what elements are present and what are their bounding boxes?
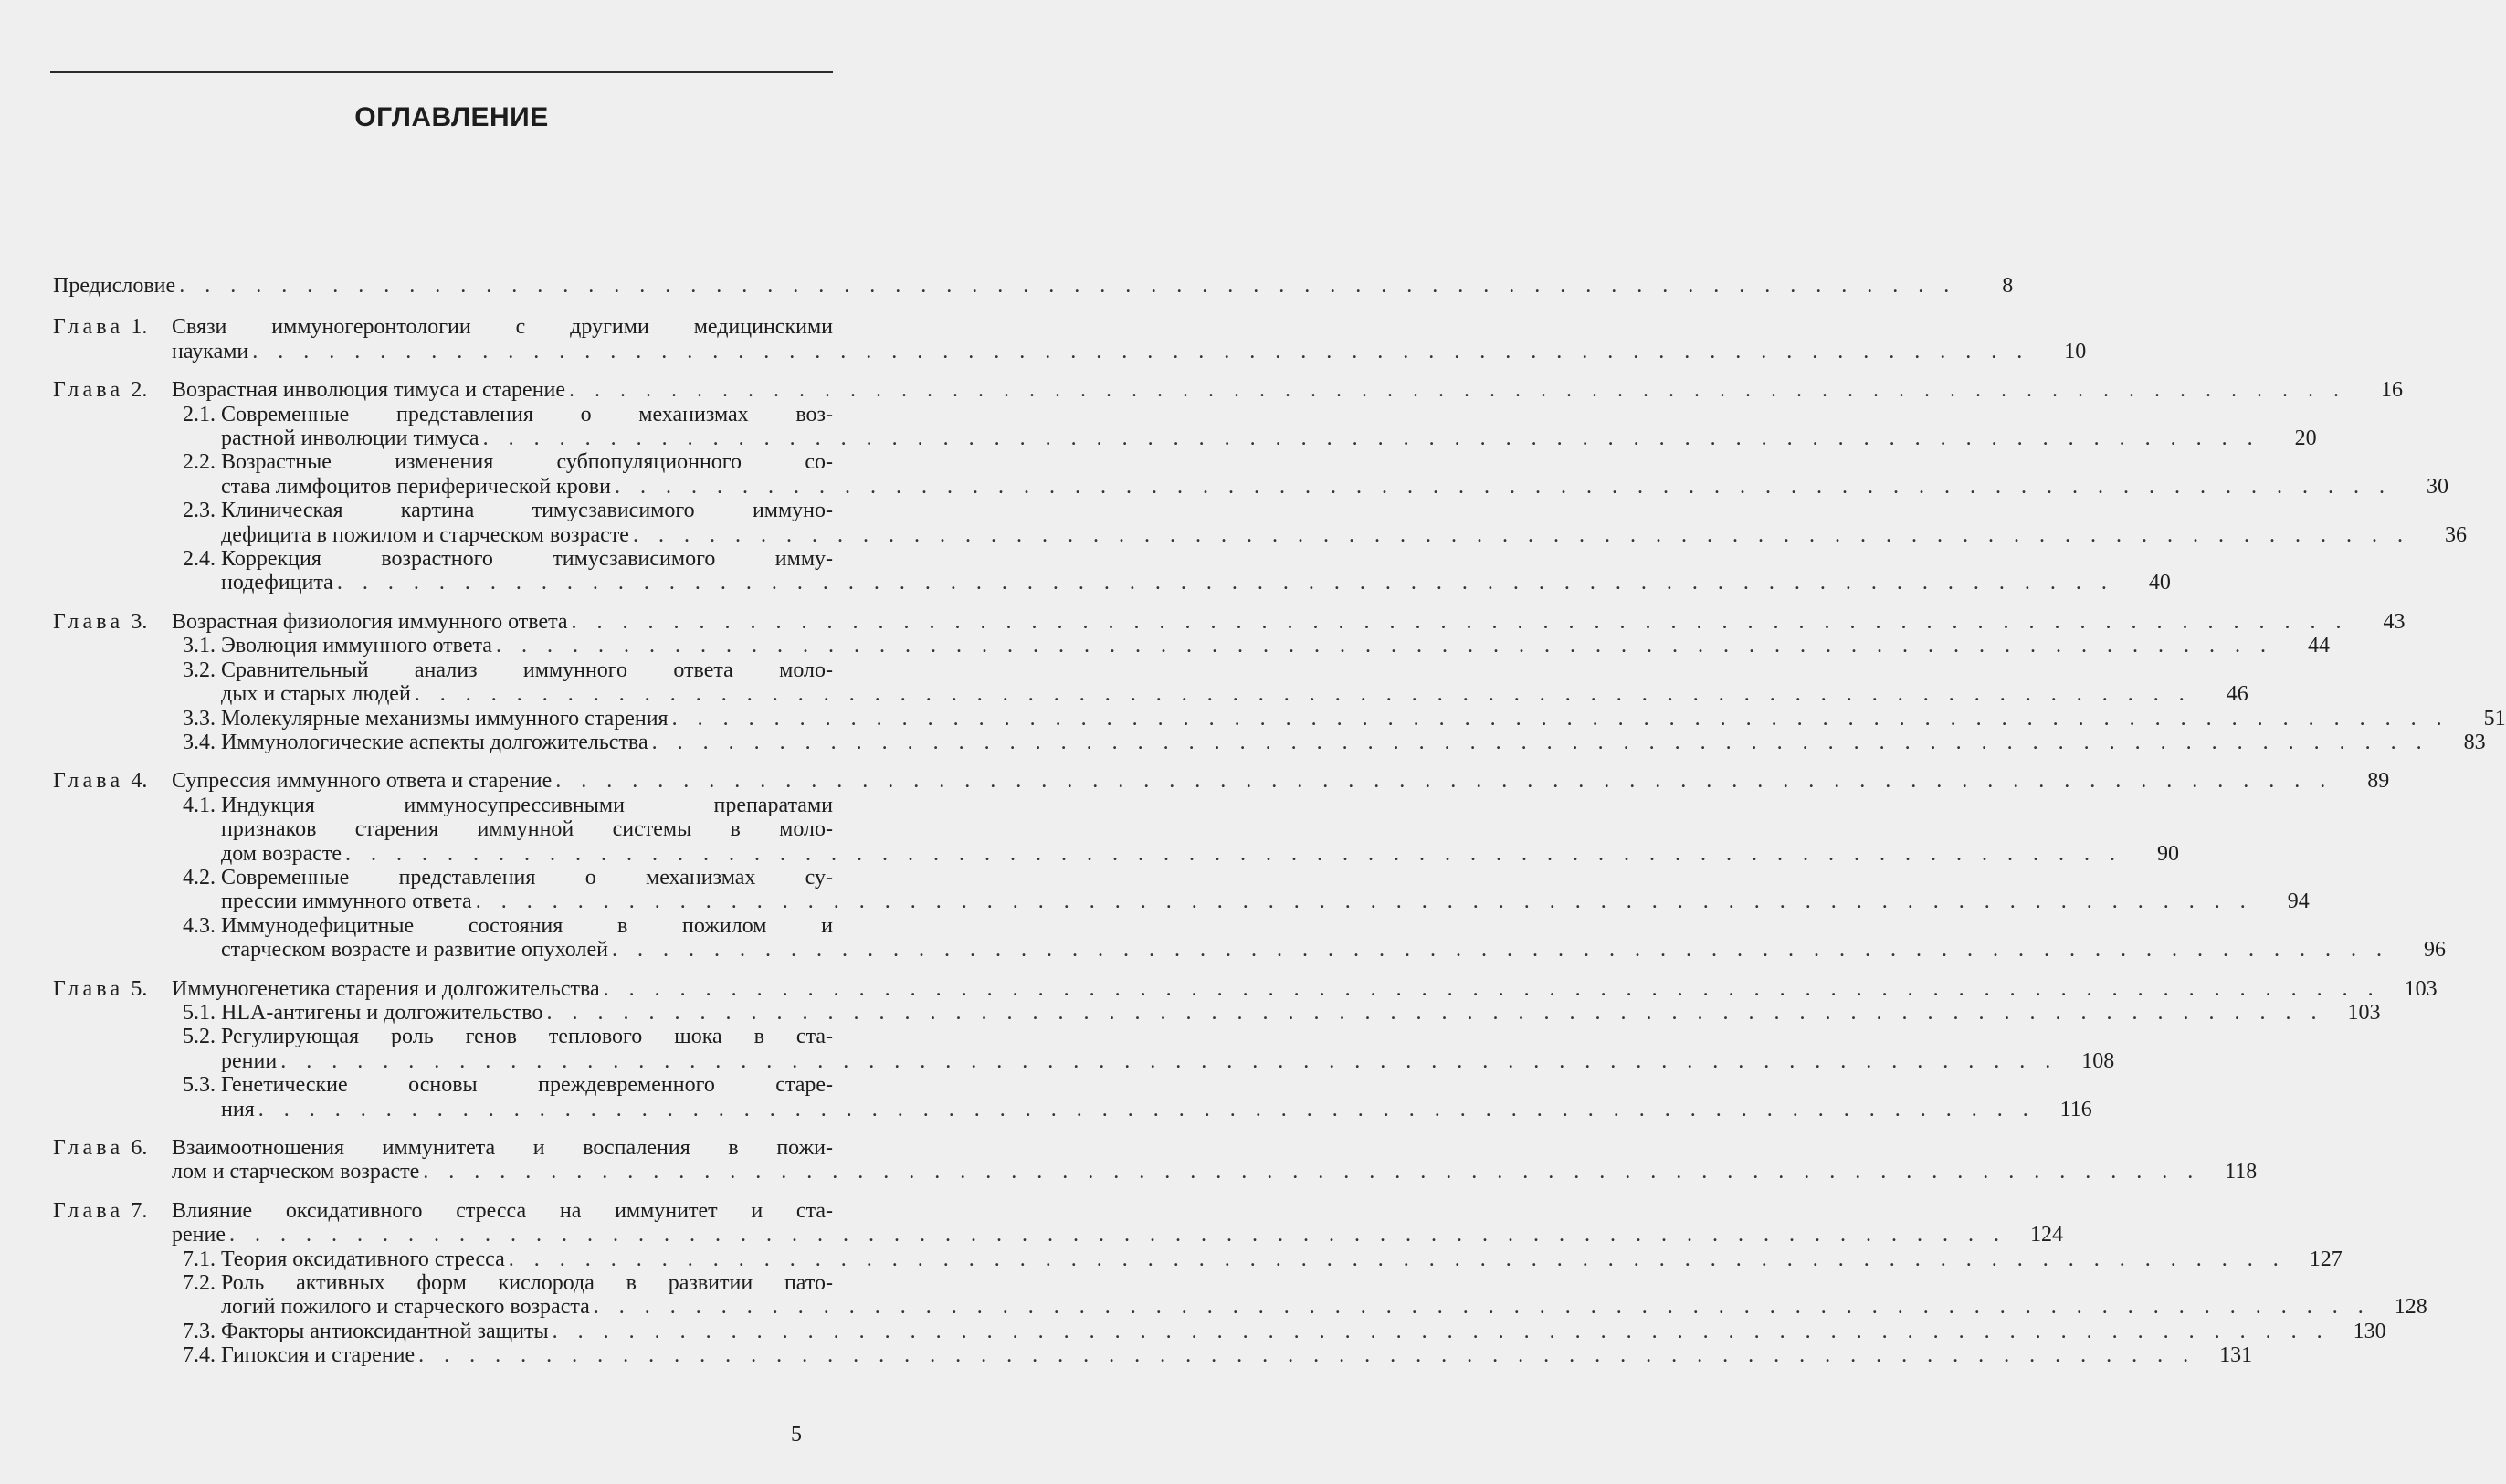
dot-leader: . . . . . . . . . . . . . . . . . . . . . . . . . . . . . . . . . . . . . . . . . . . . . . . . . . . . . . . . . . . . . . . . . . . . . .: [571, 609, 2349, 634]
section-title-text: [221, 865, 2310, 914]
chapter-title-line-text: Взаимоотношения иммунитета и воспаления в пожи-: [172, 1136, 833, 1160]
section-title-line: [221, 403, 833, 426]
chapter-title-line: [172, 315, 833, 339]
dot-leader: . . . . . . . . . . . . . . . . . . . . . . . . . . . . . . . . . . . . . . . . . . . . . . . . . . . . . . . . . . . . . . . . . . . . . .: [280, 1048, 2058, 1073]
section-title-line-text: нодефицита: [221, 571, 333, 595]
section-title-text: [221, 1000, 2381, 1025]
section-title-line: [221, 450, 833, 474]
section-number: 5.1.: [183, 1000, 216, 1025]
section-title-line-text: растной инволюции тимуса: [221, 426, 479, 451]
chapter-title-line-text: Возрастная инволюция тимуса и старение: [172, 378, 566, 403]
section-title-line: [221, 914, 833, 938]
chapter-word: Глава: [53, 1136, 124, 1160]
section-title-line-text: Регулирующая роль генов теплового шока в ста-: [221, 1025, 833, 1049]
chapter-title-line: [172, 1223, 2063, 1247]
chapter-label: [53, 769, 172, 793]
chapter-title-line-text: Иммуногенетика старения и долгожительства: [172, 976, 600, 1001]
page-ref: 90: [2157, 841, 2180, 866]
section-number: 7.2.: [183, 1271, 216, 1296]
section-number: 7.3.: [183, 1319, 216, 1343]
toc-entry-section[interactable]: [172, 1025, 2115, 1073]
toc-line: [53, 274, 2014, 298]
toc-entry-section[interactable]: [172, 1073, 2092, 1121]
dot-leader: . . . . . . . . . . . . . . . . . . . . . . . . . . . . . . . . . . . . . . . . . . . . . . . . . . . . . . . . . . . . . . . . . . . . . .: [495, 634, 2273, 658]
section-title-line-text: Молекулярные механизмы иммунного старения: [221, 706, 669, 731]
section-title-line: [221, 1048, 2115, 1073]
section-row: [172, 1271, 2427, 1320]
section-number: 4.1.: [183, 793, 216, 817]
section-title-text: [221, 1319, 2386, 1343]
toc-entry-section[interactable]: [172, 547, 2171, 595]
chapter-label: [53, 977, 172, 1001]
page-ref: 10: [2064, 339, 2087, 363]
section-title-line-text: Иммунологические аспекты долгожительства: [221, 730, 648, 754]
section-row: [172, 547, 2171, 595]
section-number: 3.3.: [183, 706, 216, 731]
chapter-title-text: [172, 315, 2087, 363]
chapter-number: 7.: [131, 1198, 148, 1223]
page-ref: 44: [2307, 634, 2330, 658]
chapter-row: [53, 315, 2087, 363]
toc-entry-section[interactable]: [172, 1271, 2427, 1320]
chapter-title-line: [172, 976, 2438, 1001]
section-row: [172, 402, 2317, 451]
toc-entry-chapter[interactable]: [53, 769, 2446, 963]
page-ref: 124: [2030, 1223, 2063, 1247]
section-title-line: [221, 1319, 2386, 1343]
section-number: 7.1.: [183, 1247, 216, 1271]
section-title-text: [221, 730, 2486, 754]
page-ref: 36: [2444, 522, 2467, 547]
section-title-line-text: логий пожилого и старческого возраста: [221, 1295, 590, 1320]
page-ref: 103: [2404, 976, 2438, 1001]
chapter-row: [53, 1136, 2258, 1184]
section-title-line-text: дых и старых людей: [221, 682, 411, 707]
section-title-line-text: дефицита в пожилом и старческом возрасте: [221, 522, 629, 547]
section-title-line: [221, 817, 833, 841]
section-title-line: [221, 499, 833, 522]
dot-leader: . . . . . . . . . . . . . . . . . . . . . . . . . . . . . . . . . . . . . . . . . . . . . . . . . . . . . . . . . . . . . . . . . . . . . .: [651, 730, 2429, 754]
dot-leader: . . . . . . . . . . . . . . . . . . . . . . . . . . . . . . . . . . . . . . . . . . . . . . . . . . . . . . . . . . . . . . . . . . . . . .: [258, 1097, 2036, 1121]
section-title-line: [221, 938, 2446, 963]
dot-leader: . . . . . . . . . . . . . . . . . . . . . . . . . . . . . . . . . . . . . . . . . . . . . . . . . . . . . . . . . . . . . . . . . . . . . .: [546, 1000, 2324, 1025]
chapter-word: Глава: [53, 609, 124, 634]
section-number: 2.2.: [183, 450, 216, 475]
chapter-label: [53, 378, 172, 402]
table-of-contents: [53, 274, 2506, 1368]
section-title-text: [221, 402, 2317, 451]
chapter-word: Глава: [53, 976, 124, 1001]
page-ref: 43: [2383, 609, 2406, 634]
section-title-line: [221, 474, 2448, 499]
section-title-line-text: Роль активных форм кислорода в развитии пато-: [221, 1271, 833, 1296]
section-row: [172, 499, 2467, 547]
section-number: 3.2.: [183, 658, 216, 682]
section-title-line: [221, 1295, 2427, 1320]
section-title-line: [221, 682, 2248, 707]
dot-leader: . . . . . . . . . . . . . . . . . . . . . . . . . . . . . . . . . . . . . . . . . . . . . . . . . . . . . . . . . . . . . . . . . . . . . .: [423, 1160, 2201, 1184]
chapter-label: [53, 1136, 172, 1160]
dot-leader: . . . . . . . . . . . . . . . . . . . . . . . . . . . . . . . . . . . . . . . . . . . . . . . . . . . . . . . . . . . . . . . . . . . . . .: [611, 938, 2389, 963]
section-title-line-text: Сравнительный анализ иммунного ответа моло-: [221, 658, 833, 682]
page-ref: 131: [2219, 1343, 2253, 1368]
toc-entry-chapter[interactable]: [53, 609, 2506, 754]
toc-entry-chapter[interactable]: [53, 976, 2438, 1121]
chapter-row: [53, 976, 2438, 1001]
section-number: 3.1.: [183, 634, 216, 658]
section-row: [172, 658, 2248, 707]
section-title-line: [221, 1000, 2381, 1025]
page-ref: 40: [2148, 571, 2171, 595]
section-title-line: [221, 571, 2171, 595]
chapter-word: Глава: [53, 315, 124, 340]
page-ref: 128: [2394, 1295, 2427, 1320]
toc-entry-chapter[interactable]: [53, 378, 2467, 595]
page-ref: 118: [2225, 1160, 2258, 1184]
toc-entry-chapter[interactable]: [53, 1198, 2427, 1368]
chapter-row: [53, 378, 2404, 403]
section-row: [172, 1073, 2092, 1121]
chapter-title-text: [172, 609, 2406, 634]
section-row: [172, 1000, 2381, 1025]
dot-leader: . . . . . . . . . . . . . . . . . . . . . . . . . . . . . . . . . . . . . . . . . . . . . . . . . . . . . . . . . . . . . . . . . . . . . .: [345, 841, 2123, 866]
dot-leader: . . . . . . . . . . . . . . . . . . . . . . . . . . . . . . . . . . . . . . . . . . . . . . . . . . . . . . . . . . . . . . . . . . . . . .: [614, 474, 2392, 499]
toc-entry-section[interactable]: [172, 1343, 2253, 1368]
dot-leader: . . . . . . . . . . . . . . . . . . . . . . . . . . . . . . . . . . . . . . . . . . . . . . . . . . . . . . . . . . . . . . . . . . . . . .: [555, 769, 2333, 794]
toc-entry-section[interactable]: [172, 730, 2486, 754]
chapter-title-line-text: Возрастная физиология иммунного ответа: [172, 609, 568, 634]
dot-leader: . . . . . . . . . . . . . . . . . . . . . . . . . . . . . . . . . . . . . . . . . . . . . . . . . . . . . . . . . . . . . . . . . . . . . .: [671, 706, 2449, 731]
section-title-text: [221, 1247, 2343, 1271]
section-title-line-text: Современные представления о механизмах воз-: [221, 402, 833, 426]
chapter-title-line-text: Связи иммуногеронтологии с другими медицинскими: [172, 315, 833, 340]
chapter-title-line-text: науками: [172, 339, 249, 363]
section-title-line: [221, 1343, 2253, 1368]
chapter-row: [53, 1198, 2063, 1247]
section-title-line-text: става лимфоцитов периферической крови: [221, 474, 611, 499]
chapter-title-text: [172, 378, 2404, 403]
dot-leader: . . . . . . . . . . . . . . . . . . . . . . . . . . . . . . . . . . . . . . . . . . . . . . . . . . . . . . . . . . . . . . . . . . . . . .: [569, 378, 2347, 403]
preface-label: Предисловие: [53, 274, 176, 298]
page-ref: 8: [2002, 274, 2014, 298]
section-title-text: [221, 658, 2248, 707]
chapter-title-text: [172, 1198, 2063, 1247]
section-title-line-text: старческом возрасте и развитие опухолей: [221, 938, 608, 963]
section-title-text: [221, 450, 2448, 499]
section-title-text: [221, 1271, 2427, 1320]
dot-leader: . . . . . . . . . . . . . . . . . . . . . . . . . . . . . . . . . . . . . . . . . . . . . . . . . . . . . . . . . . . . . . . . . . . . . .: [414, 682, 2192, 707]
chapter-number: 3.: [131, 609, 148, 634]
section-title-line-text: Гипоксия и старение: [221, 1343, 416, 1368]
toc-entry-section[interactable]: [172, 658, 2248, 707]
section-title-text: [221, 499, 2467, 547]
dot-leader: . . . . . . . . . . . . . . . . . . . . . . . . . . . . . . . . . . . . . . . . . . . . . . . . . . . . . . . . . . . . . . . . . . . . . .: [552, 1319, 2330, 1343]
section-number: 2.4.: [183, 547, 216, 572]
toc-entry-section[interactable]: [172, 499, 2467, 547]
chapter-number: 4.: [131, 769, 148, 794]
chapter-title-line: [172, 1199, 833, 1223]
dot-leader: . . . . . . . . . . . . . . . . . . . . . . . . . . . . . . . . . . . . . . . . . . . . . . . . . . . . . . . . . . . . . . . . . . . . . .: [252, 339, 2030, 363]
page-ref: 116: [2059, 1097, 2092, 1121]
section-row: [172, 1247, 2343, 1271]
section-title-line: [221, 841, 2180, 866]
toc-entry-section[interactable]: [172, 1247, 2343, 1271]
page-ref: 127: [2309, 1247, 2343, 1271]
section-number: 5.3.: [183, 1073, 216, 1098]
chapter-word: Глава: [53, 378, 124, 403]
section-row: [172, 1343, 2253, 1368]
toc-entry-section[interactable]: [172, 1319, 2386, 1343]
section-title-line-text: Клиническая картина тимусзависимого иммуно-: [221, 499, 833, 523]
section-number: 3.4.: [183, 730, 216, 754]
section-title-line: [221, 547, 833, 571]
chapter-label: [53, 315, 172, 339]
toc-entry-section[interactable]: [172, 450, 2448, 499]
section-title-line-text: прессии иммунного ответа: [221, 889, 472, 914]
top-rule: [50, 71, 833, 73]
section-title-line-text: Генетические основы преждевременного старе-: [221, 1073, 833, 1098]
section-title-line: [221, 1097, 2092, 1121]
toc-entry-chapter[interactable]: [53, 315, 2087, 363]
chapter-number: 1.: [131, 315, 148, 340]
toc-entry-section[interactable]: [172, 865, 2310, 914]
section-row: [172, 730, 2486, 754]
section-number: 4.2.: [183, 865, 216, 889]
toc-entry-section[interactable]: [172, 402, 2317, 451]
chapter-number: 2.: [131, 378, 148, 403]
chapter-title-line-text: Супрессия иммунного ответа и старение: [172, 769, 553, 794]
page-ref: 108: [2081, 1048, 2115, 1073]
section-number: 7.4.: [183, 1343, 216, 1368]
chapter-title-line: [172, 1136, 833, 1160]
section-title-line: [221, 522, 2467, 547]
chapter-title-text: [172, 1136, 2258, 1184]
section-number: 5.2.: [183, 1025, 216, 1049]
section-title-text: [221, 1073, 2092, 1121]
chapter-title-line-text: лом и старческом возрасте: [172, 1160, 420, 1184]
chapter-number: 5.: [131, 976, 148, 1001]
toc-entry-section[interactable]: [172, 1000, 2381, 1025]
page-ref: 20: [2294, 426, 2317, 451]
section-title-line: [221, 1247, 2343, 1271]
chapter-title-text: [172, 769, 2390, 794]
toc-entry-preface[interactable]: [53, 274, 2014, 298]
toc-entry-section[interactable]: [172, 793, 2180, 866]
section-title-line-text: Индукция иммуносупрессивными препаратами: [221, 793, 833, 817]
page-ref: 83: [2463, 730, 2486, 754]
section-title-line: [221, 426, 2317, 451]
section-title-line-text: Эволюция иммунного ответа: [221, 634, 492, 658]
page-ref: 94: [2287, 889, 2310, 914]
section-title-text: [221, 793, 2180, 866]
toc-entry-section[interactable]: [172, 913, 2446, 963]
section-row: [172, 793, 2180, 866]
dot-leader: . . . . . . . . . . . . . . . . . . . . . . . . . . . . . . . . . . . . . . . . . . . . . . . . . . . . . . . . . . . . . . . . . . . . . .: [229, 1223, 2006, 1247]
page-number: 5: [791, 1423, 802, 1447]
dot-leader: . . . . . . . . . . . . . . . . . . . . . . . . . . . . . . . . . . . . . . . . . . . . . . . . . . . . . . . . . . . . . . . . . . . . . .: [632, 522, 2410, 547]
section-row: [172, 913, 2446, 963]
section-title-line-text: признаков старения иммунной системы в моло-: [221, 817, 833, 842]
chapter-title-line: [172, 378, 2404, 403]
section-title-line: [221, 706, 2506, 731]
section-title-text: [221, 913, 2446, 963]
section-title-line: [221, 634, 2330, 658]
toc-entry-section[interactable]: [172, 706, 2506, 731]
section-number: 4.3.: [183, 913, 216, 938]
section-number: 2.1.: [183, 402, 216, 426]
section-title-line-text: Факторы антиоксидантной защиты: [221, 1319, 549, 1343]
section-number: 2.3.: [183, 499, 216, 523]
section-title-text: [221, 634, 2330, 658]
dot-leader: . . . . . . . . . . . . . . . . . . . . . . . . . . . . . . . . . . . . . . . . . . . . . . . . . . . . . . . . . . . . . . . . . . . . . .: [482, 426, 2260, 451]
section-title-line-text: Иммунодефицитные состояния в пожилом и: [221, 913, 833, 938]
dot-leader: . . . . . . . . . . . . . . . . . . . . . . . . . . . . . . . . . . . . . . . . . . . . . . . . . . . . . . . . . . . . . . . . . . . . . .: [593, 1295, 2371, 1320]
chapter-row: [53, 769, 2390, 794]
section-title-line: [221, 1025, 833, 1048]
section-title-line: [221, 658, 833, 682]
section-title-line-text: рении: [221, 1048, 278, 1073]
chapter-number: 6.: [131, 1136, 148, 1160]
section-title-text: [221, 706, 2506, 731]
chapter-title-line-text: рение: [172, 1223, 226, 1247]
page-ref: 96: [2423, 938, 2446, 963]
chapter-row: [53, 609, 2406, 634]
chapter-word: Глава: [53, 1198, 124, 1223]
section-row: [172, 865, 2310, 914]
section-title-text: [221, 547, 2171, 595]
page-ref: 30: [2426, 474, 2448, 499]
section-title-line: [221, 866, 833, 889]
section-row: [172, 706, 2506, 731]
section-title-line-text: ния: [221, 1097, 255, 1121]
chapter-title-text: [172, 976, 2438, 1001]
dot-leader: . . . . . . . . . . . . . . . . . . . . . . . . . . . . . . . . . . . . . . . . . . . . . . . . . . . . . . . . . . . . . . . . . . . . . .: [475, 889, 2253, 914]
section-title-line-text: Возрастные изменения субпопуляционного со-: [221, 450, 833, 475]
page-ref: 130: [2353, 1319, 2386, 1343]
page-ref: 16: [2381, 378, 2404, 403]
dot-leader: . . . . . . . . . . . . . . . . . . . . . . . . . . . . . . . . . . . . . . . . . . . . . . . . . . . . . . . . . . . . . . . . . . . . . .: [603, 976, 2381, 1001]
section-row: [172, 1319, 2386, 1343]
section-title-line: [221, 1271, 833, 1295]
chapter-title-line: [172, 769, 2390, 794]
section-title-line-text: дом возрасте: [221, 841, 342, 866]
section-title-line-text: HLA-антигены и долгожительство: [221, 1000, 543, 1025]
section-title-text: [221, 1025, 2115, 1073]
chapter-title-line: [172, 609, 2406, 634]
section-title-line-text: Теория оксидативного стресса: [221, 1247, 505, 1271]
dot-leader: . . . . . . . . . . . . . . . . . . . . . . . . . . . . . . . . . . . . . . . . . . . . . . . . . . . . . . . . . . . . . . . . . . . . . .: [336, 571, 2114, 595]
section-title-line: [221, 889, 2310, 914]
page-ref: 46: [2226, 682, 2248, 707]
section-row: [172, 450, 2448, 499]
page-ref: 51: [2483, 706, 2506, 731]
section-title-line-text: Современные представления о механизмах су-: [221, 865, 833, 889]
section-title-line-text: Коррекция возрастного тимусзависимого имму-: [221, 547, 833, 572]
chapter-title-line: [172, 1160, 2258, 1184]
toc-entry-chapter[interactable]: [53, 1136, 2258, 1184]
section-row: [172, 1025, 2115, 1073]
page-ref: 103: [2347, 1000, 2381, 1025]
section-row: [172, 634, 2330, 658]
section-title-text: [221, 1343, 2253, 1368]
dot-leader: . . . . . . . . . . . . . . . . . . . . . . . . . . . . . . . . . . . . . . . . . . . . . . . . . . . . . . . . . . . . . . . . . . . . . .: [508, 1247, 2286, 1271]
page-title: ОГЛАВЛЕНИЕ: [354, 102, 549, 132]
chapter-title-line-text: Влияние оксидативного стресса на иммунитет и ста-: [172, 1198, 833, 1223]
section-title-line: [221, 794, 833, 817]
chapter-label: [53, 1199, 172, 1223]
section-title-line: [221, 730, 2486, 754]
toc-entry-section[interactable]: [172, 634, 2330, 658]
section-title-line: [221, 1073, 833, 1097]
chapter-word: Глава: [53, 769, 124, 794]
chapter-title-line: [172, 339, 2087, 363]
page-ref: 89: [2367, 769, 2390, 794]
dot-leader: . . . . . . . . . . . . . . . . . . . . . . . . . . . . . . . . . . . . . . . . . . . . . . . . . . . . . . . . . . . . . . . . . . . . . .: [179, 274, 1957, 298]
dot-leader: . . . . . . . . . . . . . . . . . . . . . . . . . . . . . . . . . . . . . . . . . . . . . . . . . . . . . . . . . . . . . . . . . . . . . .: [418, 1343, 2196, 1368]
chapter-label: [53, 610, 172, 634]
